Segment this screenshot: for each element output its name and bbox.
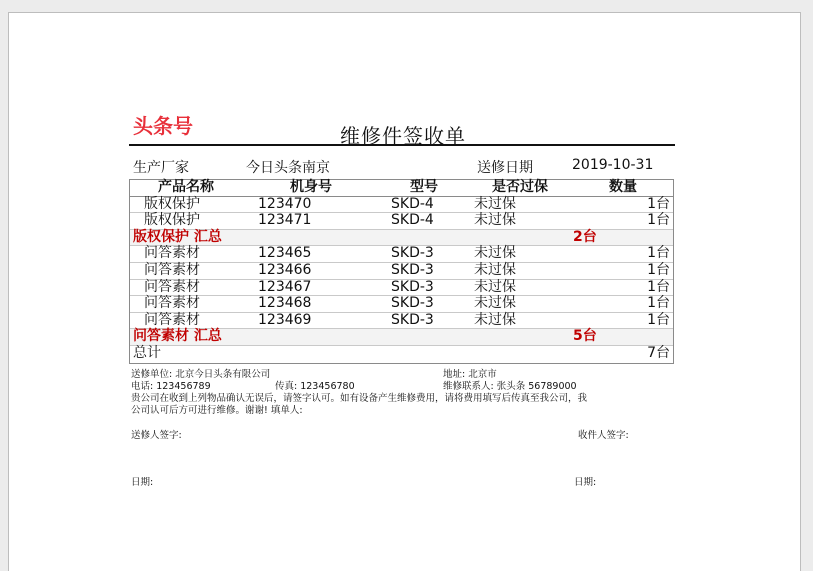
cell-qty: 1台: [647, 278, 670, 295]
cell-warranty: 未过保: [474, 295, 516, 312]
sender-signature-label: 送修人签字:: [131, 430, 182, 441]
cell-model: SKD-4: [391, 195, 434, 212]
repair-items-table: [129, 179, 674, 364]
total-row: [130, 346, 673, 363]
sender-unit: 送修单位: 北京今日头条有限公司: [131, 369, 271, 380]
cell-qty: 1台: [647, 212, 670, 229]
table-row: [130, 296, 673, 313]
cell-serial: 123471: [258, 212, 312, 229]
cell-serial: 123468: [258, 295, 312, 312]
cell-model: SKD-3: [391, 245, 434, 262]
col-header-product: 产品名称: [158, 179, 214, 195]
cell-qty: 1台: [647, 311, 670, 328]
cell-warranty: 未过保: [474, 278, 516, 295]
subtotal-label: 问答素材 汇总: [133, 328, 222, 345]
subtotal-row: [130, 329, 673, 346]
cell-product: 版权保护: [144, 212, 200, 229]
table-row: [130, 213, 673, 230]
cell-model: SKD-3: [391, 261, 434, 278]
repair-contact: 维修联系人: 张头条 56789000: [443, 381, 577, 392]
total-label: 总计: [133, 344, 161, 361]
manufacturer-value: 今日头条南京: [246, 160, 330, 176]
cell-serial: 123467: [258, 278, 312, 295]
col-header-qty: 数量: [609, 179, 637, 195]
cell-warranty: 未过保: [474, 311, 516, 328]
cell-product: 问答素材: [144, 278, 200, 295]
cell-serial: 123470: [258, 195, 312, 212]
table-row: [130, 280, 673, 297]
table-header-row: [130, 180, 673, 197]
col-header-model: 型号: [410, 179, 438, 195]
cell-warranty: 未过保: [474, 245, 516, 262]
receiver-date-label: 日期:: [574, 477, 597, 488]
sender-date-label: 日期:: [131, 477, 154, 488]
cell-warranty: 未过保: [474, 212, 516, 229]
table-row: [130, 313, 673, 330]
phone: 电话: 123456789: [131, 381, 211, 392]
cell-model: SKD-3: [391, 311, 434, 328]
cell-product: 版权保护: [144, 195, 200, 212]
cell-serial: 123465: [258, 245, 312, 262]
cell-qty: 1台: [647, 295, 670, 312]
fax: 传真: 123456780: [275, 381, 355, 392]
subtotal-row: [130, 230, 673, 247]
subtotal-qty: 2台: [573, 228, 597, 245]
cell-model: SKD-3: [391, 295, 434, 312]
date-value: 2019-10-31: [572, 157, 654, 173]
col-header-warranty: 是否过保: [492, 179, 548, 195]
date-label: 送修日期: [477, 160, 533, 176]
cell-product: 问答素材: [144, 261, 200, 278]
notice-line-1: 贵公司在收到上列物品确认无误后，请签字认可。如有设备产生维修费用，请将费用填写后传真至我公司，我: [131, 393, 588, 404]
total-qty: 7台: [647, 344, 670, 361]
cell-product: 问答素材: [144, 311, 200, 328]
manufacturer-label: 生产厂家: [133, 160, 189, 176]
cell-product: 问答素材: [144, 245, 200, 262]
cell-model: SKD-4: [391, 212, 434, 229]
cell-serial: 123469: [258, 311, 312, 328]
table-row: [130, 197, 673, 214]
cell-product: 问答素材: [144, 295, 200, 312]
notice-line-2: 公司认可后方可进行维修。谢谢! 填单人:: [131, 405, 303, 416]
cell-model: SKD-3: [391, 278, 434, 295]
cell-warranty: 未过保: [474, 195, 516, 212]
subtotal-label: 版权保护 汇总: [133, 228, 222, 245]
toutiao-logo: 头条号: [133, 114, 193, 138]
cell-warranty: 未过保: [474, 261, 516, 278]
table-row: [130, 263, 673, 280]
subtotal-qty: 5台: [573, 328, 597, 345]
receiver-signature-label: 收件人签字:: [578, 430, 629, 441]
cell-qty: 1台: [647, 245, 670, 262]
cell-serial: 123466: [258, 261, 312, 278]
cell-qty: 1台: [647, 261, 670, 278]
table-row: [130, 246, 673, 263]
cell-qty: 1台: [647, 195, 670, 212]
col-header-serial: 机身号: [290, 179, 332, 195]
address: 地址: 北京市: [443, 369, 497, 380]
title-underline: [129, 144, 675, 146]
document-title: 维修件签收单: [340, 124, 466, 148]
